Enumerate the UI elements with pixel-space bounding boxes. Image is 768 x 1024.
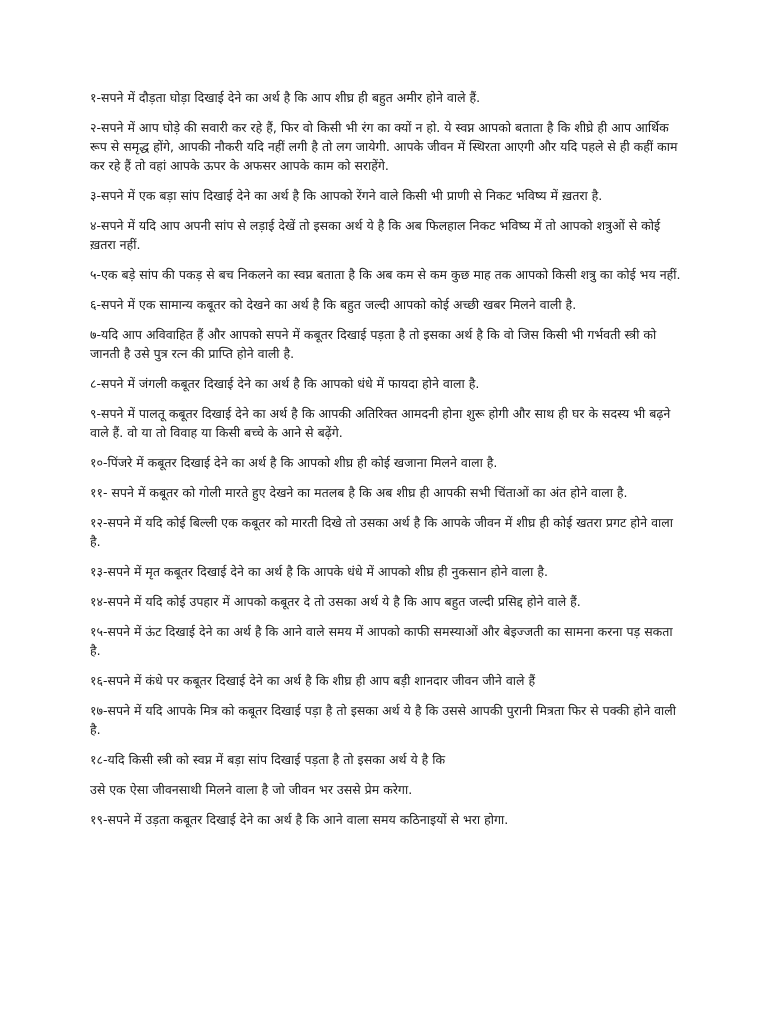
- paragraph-18-continued: उसे एक ऐसा जीवनसाथी मिलने वाला है जो जीवन भर उससे प्रेम करेगा.: [90, 782, 413, 797]
- paragraph-16: १६-सपने में कंधे पर कबूतर दिखाई देने का अर्थ है कि शीघ्र ही आप बड़ी शानदार जीवन जीने वाले हैं: [90, 673, 536, 688]
- paragraph-15: १५-सपने में ऊंट दिखाई देने का अर्थ है कि आने वाले समय में आपको काफी समस्याओं और बेइज्जती का सामना करना पड़ सकता है.: [90, 624, 673, 658]
- paragraph-4: ४-सपने में यदि आप अपनी सांप से लड़ाई देखें तो इसका अर्थ ये है कि अब फिलहाल निकट भविष्य में तो आपको शत्रुओं से कोई ख़तरा नहीं.: [90, 218, 661, 252]
- paragraph-7: ७-यदि आप अविवाहित हैं और आपको सपने में कबूतर दिखाई पड़ता है तो इसका अर्थ है कि वो जिस किसी भी गर्भवती स्त्री को जानती है उसे पुत्र रत्न की प्राप्ति होने वाली है.: [90, 327, 657, 361]
- paragraph-18: १८-यदि किसी स्त्री को स्वप्न में बड़ा सांप दिखाई पड़ता है तो इसका अर्थ ये है कि: [90, 752, 446, 767]
- paragraph-19: १९-सपने में उड़ता कबूतर दिखाई देने का अर्थ है कि आने वाला समय कठिनाइयों से भरा होगा.: [90, 812, 509, 827]
- paragraph-13: १३-सपने में मृत कबूतर दिखाई देने का अर्थ है कि आपके धंधे में आपको शीघ्र ही नुकसान होने वाला है.: [90, 564, 548, 579]
- paragraph-2: २-सपने में आप घोड़े की सवारी कर रहे हैं, फिर वो किसी भी रंग का क्यों न हो. ये स्वप्न आपको बताता है कि शीघ्रे ही आप आर्थिक रूप से समृद्ध होंगे, आपकी नौकरी यदि नहीं लगी है तो लग जायेगी. आपके जीवन में स्थिरता आएगी और यदि पहले से ही कहीं काम कर रहे हैं तो वहां आपके ऊपर के अफसर आपके काम को सराहेंगे.: [90, 120, 678, 173]
- paragraph-6: ६-सपने में एक सामान्य कबूतर को देखने का अर्थ है कि बहुत जल्दी आपको कोई अच्छी खबर मिलने वाली है.: [90, 297, 577, 312]
- paragraph-11: ११- सपने में कबूतर को गोली मारते हुए देखने का मतलब है कि अब शीघ्र ही आपकी सभी चिंताओं का अंत होने वाला है.: [90, 485, 628, 500]
- paragraph-8: ८-सपने में जंगली कबूतर दिखाई देने का अर्थ है कि आपको धंधे में फायदा होने वाला है.: [90, 376, 480, 391]
- paragraph-3: ३-सपने में एक बड़ा सांप दिखाई देने का अर्थ है कि आपको रेंगने वाले किसी भी प्राणी से निकट भविष्य में ख़तरा है.: [90, 188, 603, 203]
- paragraph-5: ५-एक बड़े सांप की पकड़ से बच निकलने का स्वप्न बताता है कि अब कम से कम कुछ माह तक आपको किसी शत्रु का कोई भय नहीं.: [90, 267, 681, 282]
- paragraph-9: ९-सपने में पालतू कबूतर दिखाई देने का अर्थ है कि आपकी अतिरिक्त आमदनी होना शुरू होगी और साथ ही घर के सदस्य भी बढ़ने वाले हैं. वो या तो विवाह या किसी बच्चे के आने से बढ़ेंगे.: [90, 406, 671, 440]
- paragraph-12: १२-सपने में यदि कोई बिल्ली एक कबूतर को मारती दिखे तो उसका अर्थ है कि आपके जीवन में शीघ्र ही कोई खतरा प्रगट होने वाला है.: [90, 515, 673, 549]
- paragraph-17: १७-सपने में यदि आपके मित्र को कबूतर दिखाई पड़ा है तो इसका अर्थ ये है कि उससे आपकी पुरानी मित्रता फिर से पक्की होने वाली है.: [90, 703, 677, 737]
- paragraph-1: १-सपने में दौड़ता घोड़ा दिखाई देने का अर्थ है कि आप शीघ्र ही बहुत अमीर होने वाले हैं.: [90, 90, 481, 105]
- paragraph-14: १४-सपने में यदि कोई उपहार में आपको कबूतर दे तो उसका अर्थ ये है कि आप बहुत जल्दी प्रसिद्द होने वाले हैं.: [90, 594, 581, 609]
- paragraph-10: १०-पिंजरे में कबूतर दिखाई देने का अर्थ है कि आपको शीघ्र ही कोई खजाना मिलने वाला है.: [90, 455, 498, 470]
